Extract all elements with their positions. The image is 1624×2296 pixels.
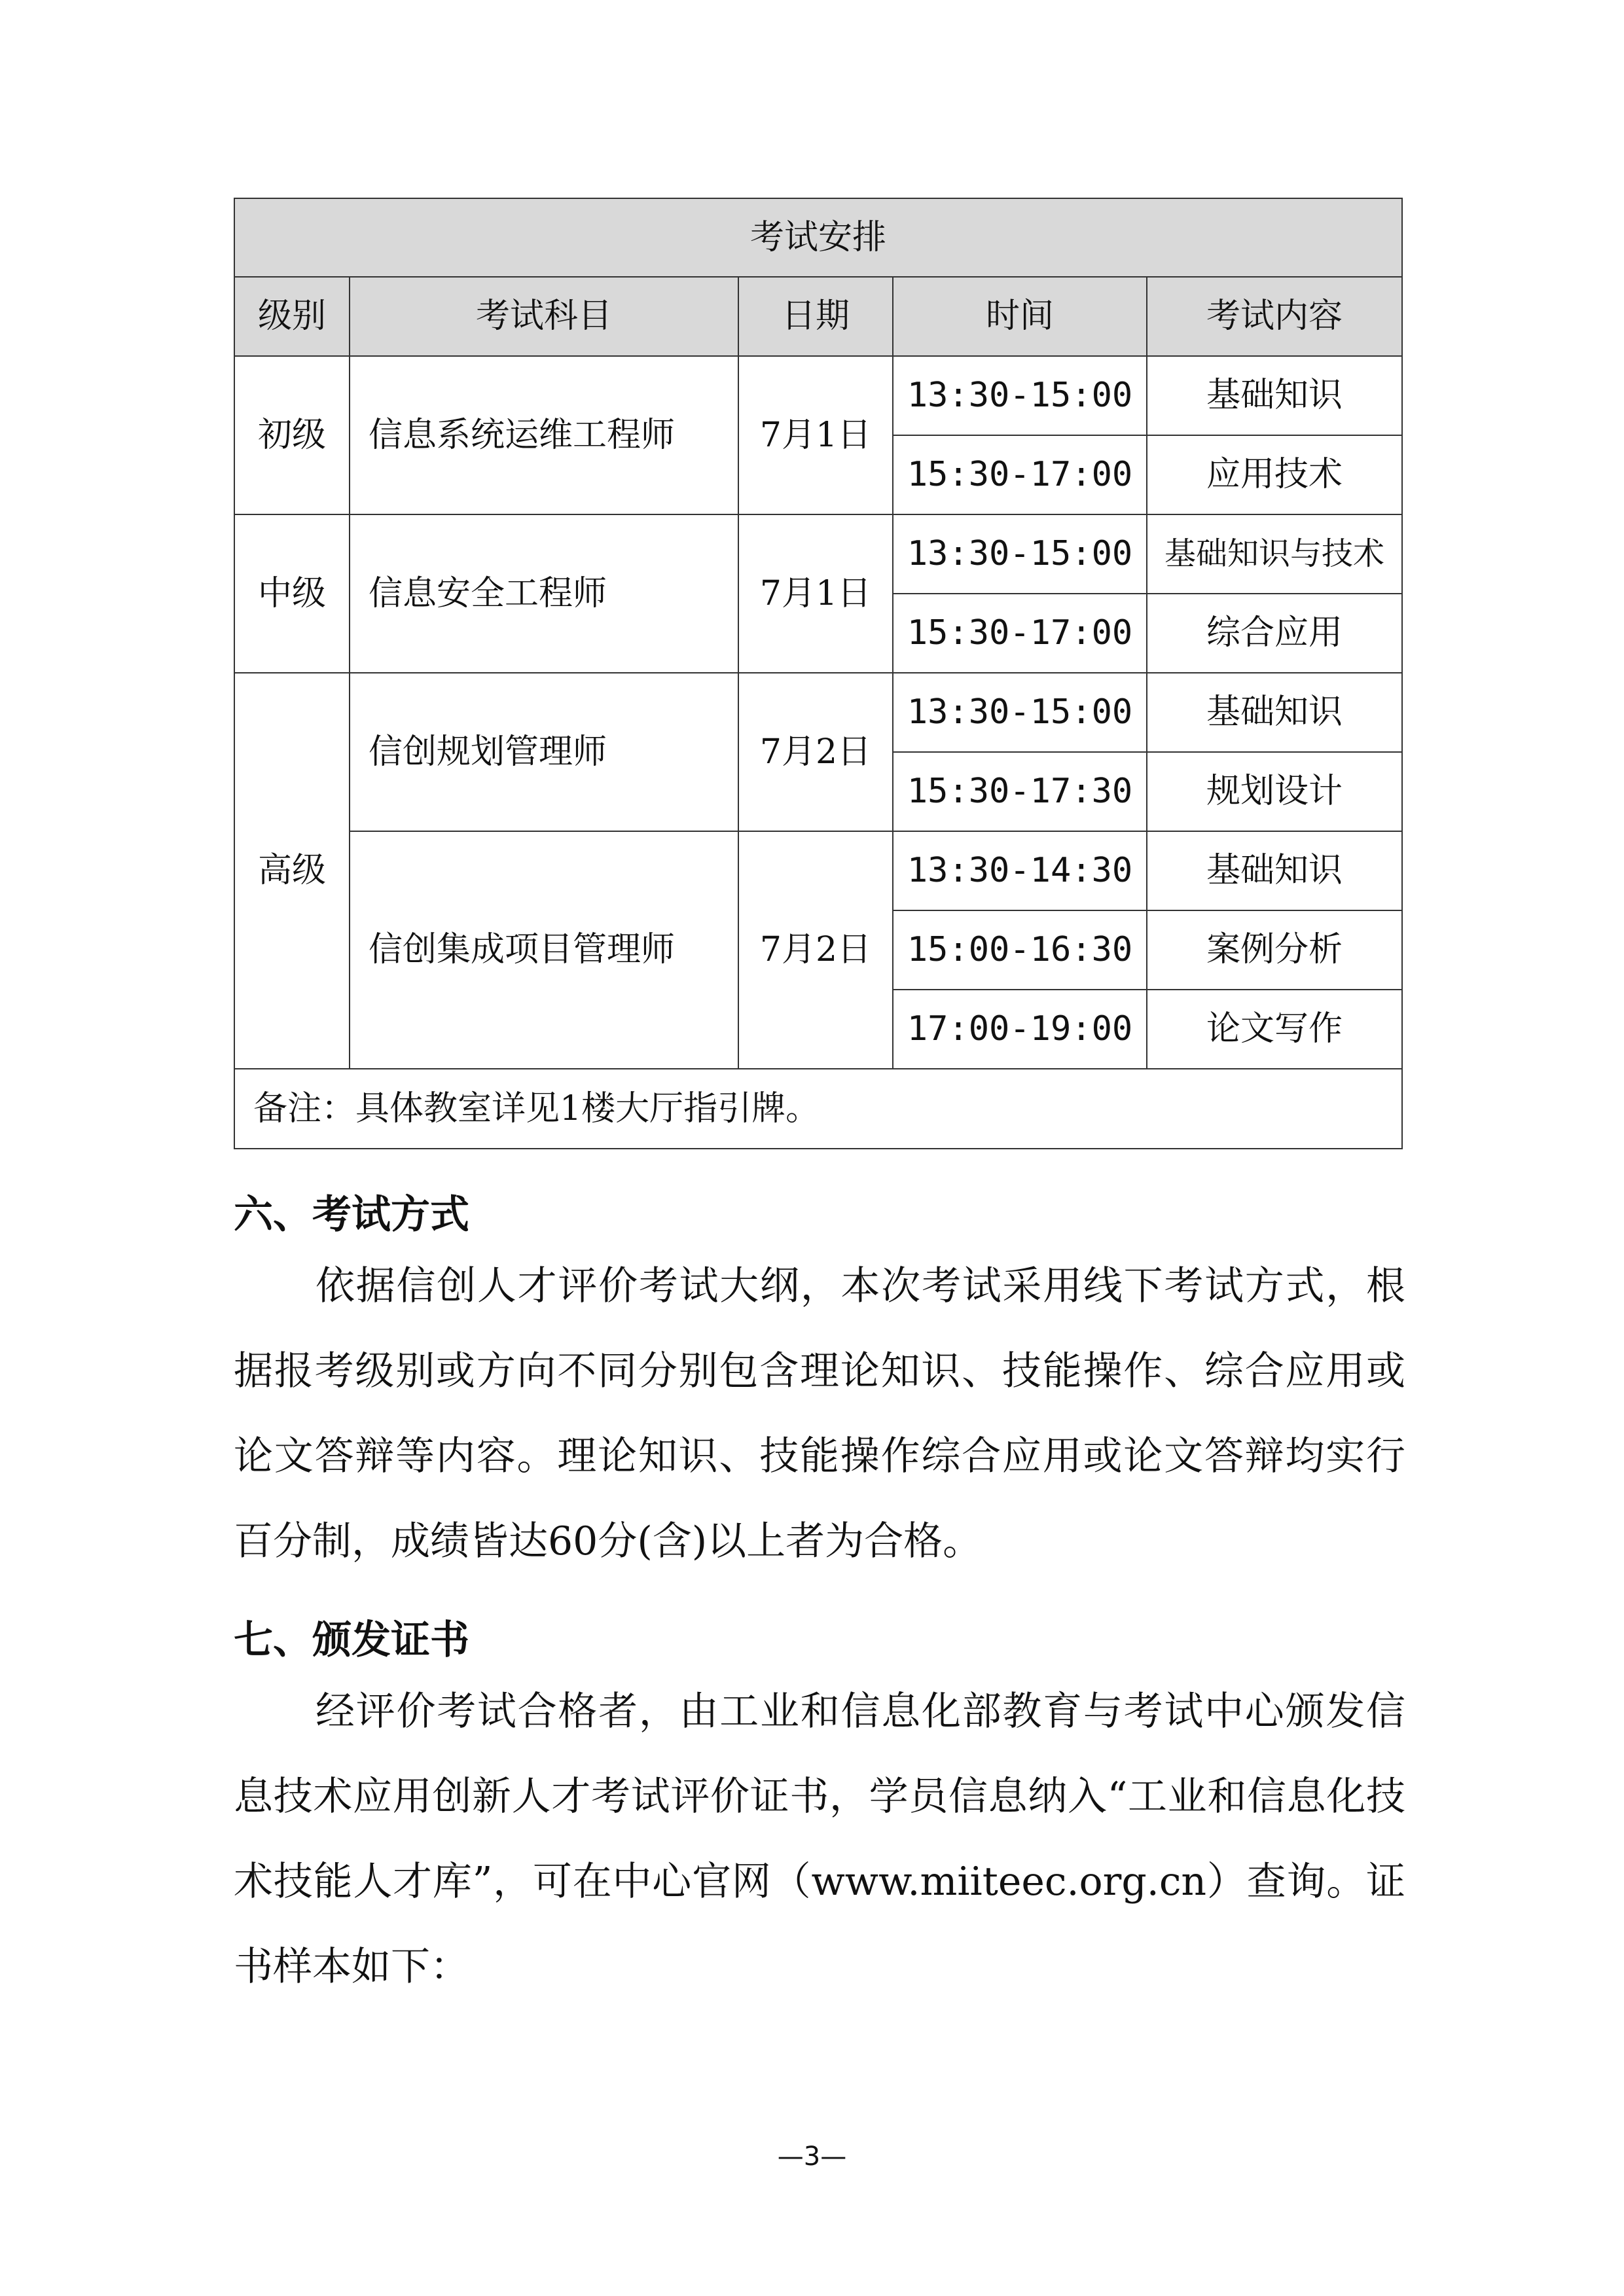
time-cell: 13:30-15:00 [893, 514, 1147, 594]
subject-cell: 信创集成项目管理师 [350, 831, 738, 1069]
level-cell: 中级 [234, 514, 350, 673]
time-cell: 15:00-16:30 [893, 910, 1147, 990]
time-cell: 13:30-15:00 [893, 356, 1147, 435]
level-cell: 高级 [234, 673, 350, 1069]
section-heading-certificate: 七、颁发证书 [234, 1617, 469, 1663]
section-heading-exam-method: 六、考试方式 [234, 1192, 469, 1238]
content-cell: 论文写作 [1147, 990, 1402, 1069]
subject-cell: 信息安全工程师 [350, 514, 738, 673]
table-note: 备注：具体教室详见1楼大厅指引牌。 [234, 1069, 1402, 1149]
subject-cell: 信息系统运维工程师 [350, 356, 738, 514]
table-title: 考试安排 [234, 198, 1402, 277]
content-cell: 综合应用 [1147, 594, 1402, 673]
header-content: 考试内容 [1147, 277, 1402, 356]
content-cell: 基础知识 [1147, 356, 1402, 435]
time-cell: 15:30-17:30 [893, 752, 1147, 831]
time-cell: 13:30-14:30 [893, 831, 1147, 910]
section-body-certificate: 经评价考试合格者，由工业和信息化部教育与考试中心颁发信息技术应用创新人才考试评价证书，学员信息纳入“工业和信息化技术技能人才库”，可在中心官网（www.miiteec.org.cn）查询。证书样本如下： [234, 1689, 1405, 1990]
content-cell: 案例分析 [1147, 910, 1402, 990]
date-cell: 7月2日 [738, 673, 893, 831]
date-cell: 7月2日 [738, 831, 893, 1069]
time-cell: 13:30-15:00 [893, 673, 1147, 752]
level-cell: 初级 [234, 356, 350, 514]
header-subject: 考试科目 [350, 277, 738, 356]
time-cell: 15:30-17:00 [893, 594, 1147, 673]
page-number: —3— [777, 2142, 847, 2172]
time-cell: 17:00-19:00 [893, 990, 1147, 1069]
content-cell: 规划设计 [1147, 752, 1402, 831]
content-cell: 基础知识 [1147, 831, 1402, 910]
exam-schedule-table [234, 198, 1403, 1149]
header-date: 日期 [738, 277, 893, 356]
date-cell: 7月1日 [738, 356, 893, 514]
time-cell: 15:30-17:00 [893, 435, 1147, 514]
header-level: 级别 [234, 277, 350, 356]
content-cell: 基础知识 [1147, 673, 1402, 752]
subject-cell: 信创规划管理师 [350, 673, 738, 831]
date-cell: 7月1日 [738, 514, 893, 673]
header-time: 时间 [893, 277, 1147, 356]
content-cell: 应用技术 [1147, 435, 1402, 514]
section-body-exam-method: 依据信创人才评价考试大纲，本次考试采用线下考试方式，根据报考级别或方向不同分别包含理论知识、技能操作、综合应用或论文答辩等内容。理论知识、技能操作综合应用或论文答辩均实行百分制，成绩皆达60分(含)以上者为合格。 [234, 1263, 1405, 1564]
content-cell: 基础知识与技术 [1147, 514, 1402, 594]
